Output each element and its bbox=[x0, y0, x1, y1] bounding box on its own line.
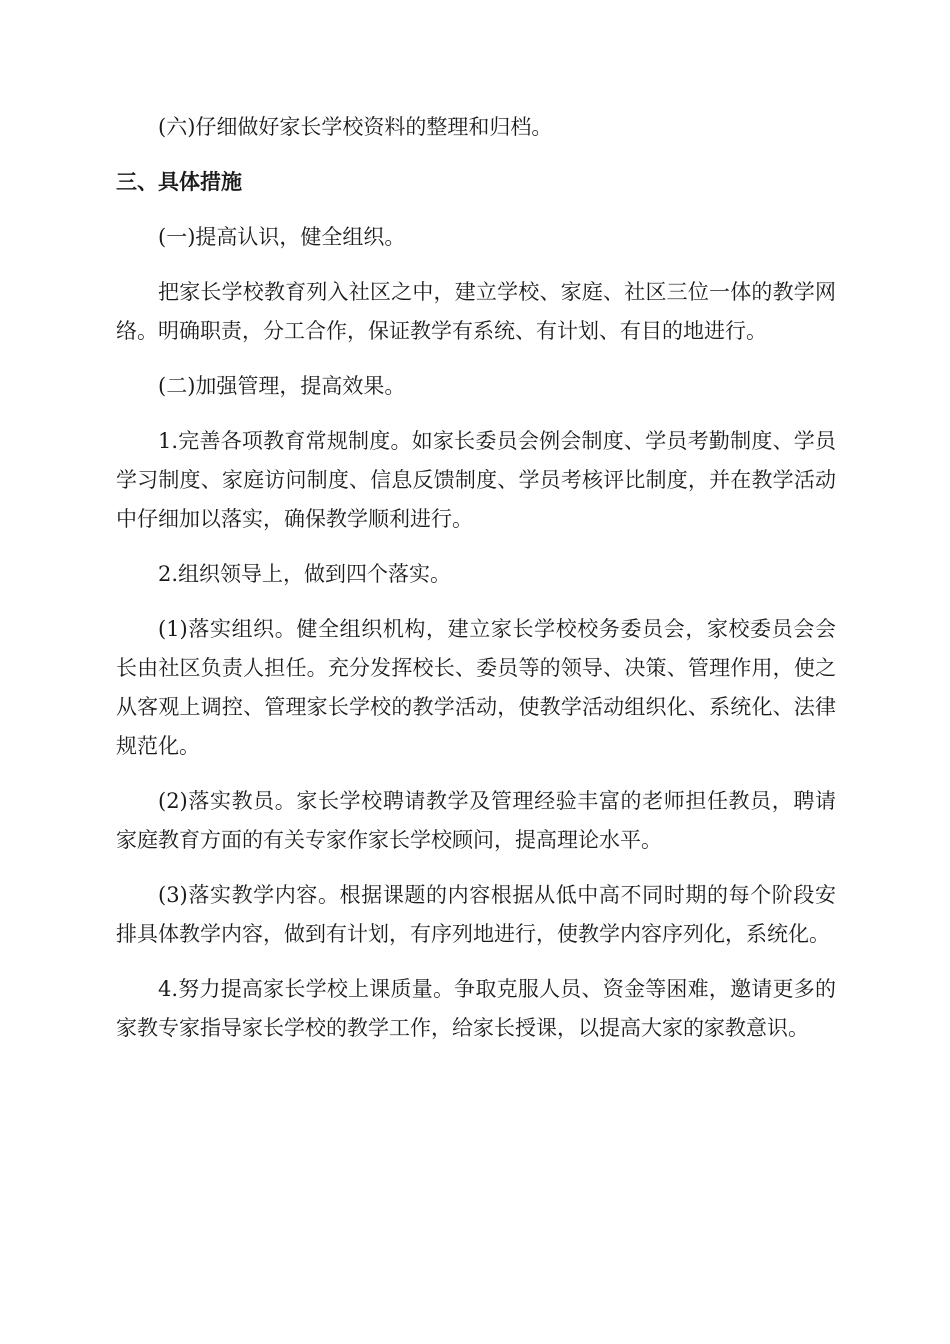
paragraph-archive: (六)仔细做好家长学校资料的整理和归档。 bbox=[158, 115, 553, 139]
paragraph-organization: (1)落实组织。健全组织机构，建立家长学校校务委员会，家校委员会会长由社区负责人担任。充分发挥校长、委员等的领导、决策、管理作用，使之从客观上调控、管理家长学校的教学活动，使教学活动组织化、系统化、法律规范化。 bbox=[116, 617, 836, 758]
document-body bbox=[116, 108, 836, 1064]
paragraph-network: 把家长学校教育列入社区之中，建立学校、家庭、社区三位一体的教学网络。明确职责，分工合作，保证教学有系统、有计划、有目的地进行。 bbox=[116, 280, 836, 343]
paragraph-quality: 4.努力提高家长学校上课质量。争取克服人员、资金等困难，邀请更多的家教专家指导家长学校的教学工作，给家长授课，以提高大家的家教意识。 bbox=[116, 977, 836, 1040]
paragraph-content: (3)落实教学内容。根据课题的内容根据从低中高不同时期的每个阶段安排具体教学内容，做到有计划，有序列地进行，使教学内容序列化，系统化。 bbox=[116, 883, 836, 946]
paragraph-rules: 1.完善各项教育常规制度。如家长委员会例会制度、学员考勤制度、学员学习制度、家庭访问制度、信息反馈制度、学员考核评比制度，并在教学活动中仔细加以落实，确保教学顺利进行。 bbox=[116, 429, 836, 531]
subheading-organization: (一)提高认识，健全组织。 bbox=[158, 225, 406, 249]
paragraph-leadership: 2.组织领导上，做到四个落实。 bbox=[158, 562, 452, 586]
subheading-management: (二)加强管理，提高效果。 bbox=[158, 374, 406, 398]
paragraph-teachers: (2)落实教员。家长学校聘请教学及管理经验丰富的老师担任教员，聘请家庭教育方面的有关专家作家长学校顾问，提高理论水平。 bbox=[116, 789, 836, 852]
section-heading: 三、具体措施 bbox=[116, 170, 242, 194]
